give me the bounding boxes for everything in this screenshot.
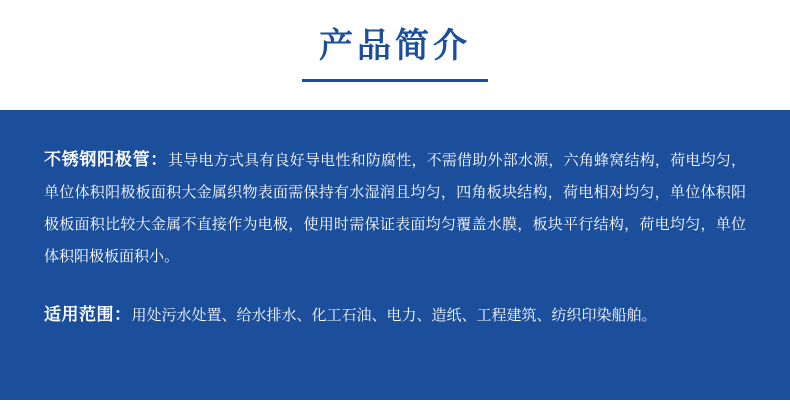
page-header <box>0 0 790 110</box>
section-block <box>44 144 746 273</box>
description-panel <box>0 110 790 400</box>
page-title: 产品简介 <box>319 26 471 65</box>
title-underline-divider <box>302 79 488 82</box>
section-text: 其导电方式具有良好导电性和防腐性，不需借助外部水源，六角蜂窝结构，荷电均匀，单位体积阳极板面积大金属织物表面需保持有水湿润且均匀，四角板块结构，荷电相对均匀，单位体积阳极板面积比较大金属不直接作为电极，使用时需保证表面均匀覆盖水膜，板块平行结构，荷电均匀，单位体积阳极板面积小。 <box>44 152 746 265</box>
footer-strip <box>0 400 790 417</box>
section-text: 用处污水处置、给水排水、化工石油、电力、造纸、工程建筑、纺织印染船舶。 <box>131 307 657 324</box>
section-label: 不锈钢阳极管： <box>44 150 169 169</box>
section-label: 适用范围： <box>44 305 132 324</box>
section-block <box>44 299 746 332</box>
